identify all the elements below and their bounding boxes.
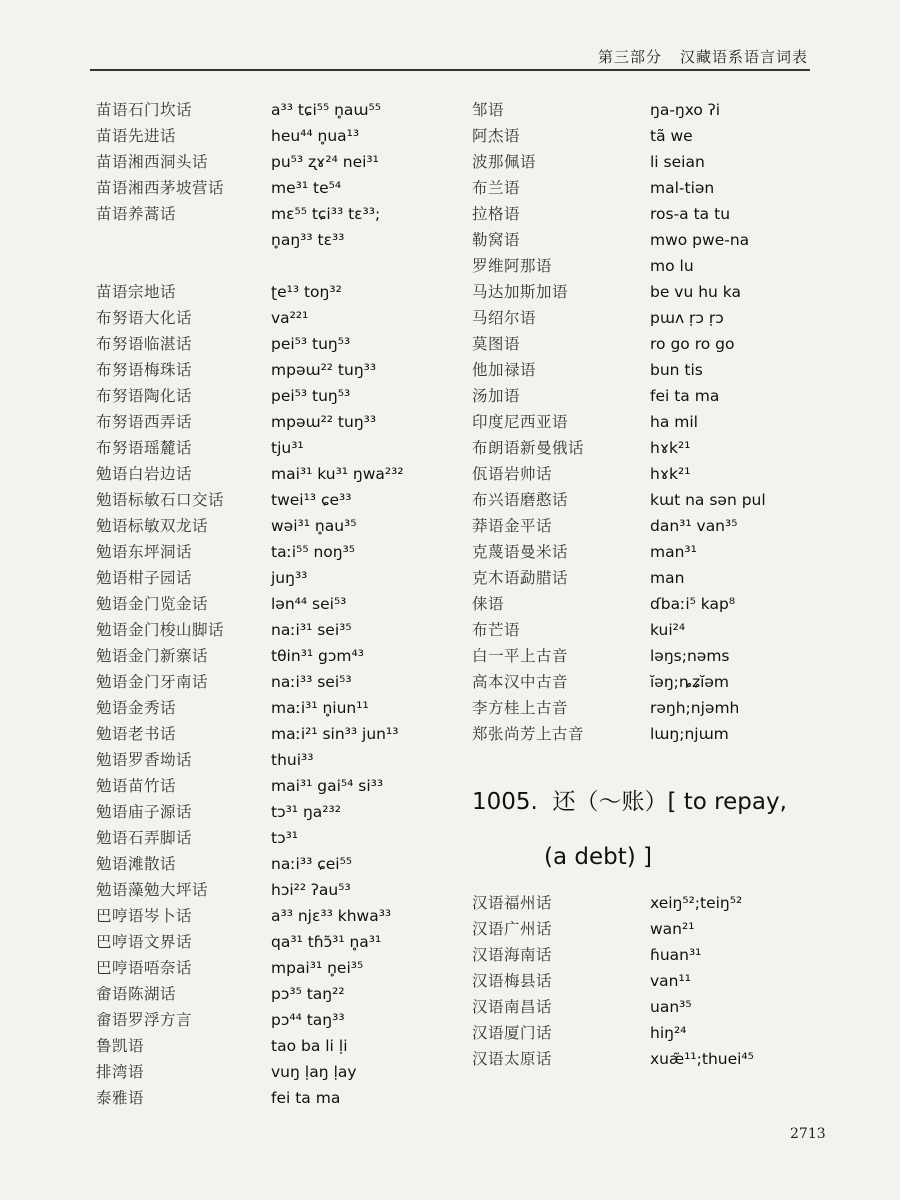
entry-row [96, 825, 466, 851]
entry-row [96, 513, 466, 539]
language-name: 勉语标敏石口交话 [96, 491, 225, 509]
entry-row [96, 97, 466, 123]
entry-row [472, 1020, 832, 1046]
language-name: 克木语勐腊话 [472, 569, 569, 587]
section-heading [472, 787, 832, 872]
word-form: lɯŋ;njɯm [650, 725, 729, 743]
word-form: kɯt na sən pul [650, 491, 766, 509]
word-form: ha mil [650, 413, 698, 431]
entry-row [96, 591, 466, 617]
language-name: 布努语瑶麓话 [96, 439, 193, 457]
language-name: 马绍尔语 [472, 309, 537, 327]
entry-row [96, 565, 466, 591]
word-form: a³³ njɛ³³ khwa³³ [271, 907, 392, 925]
word-form: ros-a ta tu [650, 205, 731, 223]
language-name: 巴哼语文界话 [96, 933, 193, 951]
language-name: 布兰语 [472, 179, 521, 197]
entry-row [472, 539, 832, 565]
word-form: fei ta ma [650, 387, 720, 405]
entry-row [96, 851, 466, 877]
word-form: man³¹ [650, 543, 697, 561]
language-name: 罗维阿那语 [472, 257, 553, 275]
entry-row [472, 227, 832, 253]
word-form: me³¹ te⁵⁴ [271, 179, 342, 197]
header-rule [90, 69, 810, 71]
entry-row [472, 149, 832, 175]
entry-row [472, 357, 832, 383]
language-name: 佤语岩帅话 [472, 465, 553, 483]
entry-row [96, 643, 466, 669]
language-name: 勉语金秀话 [96, 699, 177, 717]
entry-row [96, 123, 466, 149]
entry-row [96, 279, 466, 305]
entry-row [96, 1007, 466, 1033]
entry-row [96, 981, 466, 1007]
entry-row [472, 565, 832, 591]
word-form: rəŋh;njəmh [650, 699, 740, 717]
entry-row [96, 357, 466, 383]
word-form: maːi³¹ n̥iun¹¹ [271, 699, 369, 717]
language-name: 波那佩语 [472, 153, 537, 171]
language-name: 勒窝语 [472, 231, 521, 249]
language-name: 布努语陶化话 [96, 387, 193, 405]
word-form: a³³ tɕi⁵⁵ n̥aɯ⁵⁵ [271, 101, 381, 119]
word-form: naːi³¹ sei³⁵ [271, 621, 352, 639]
entry-row [96, 201, 466, 227]
language-name: 汉语福州话 [472, 894, 553, 912]
word-form: mwo pwe-na [650, 231, 750, 249]
word-form: tθin³¹ gɔm⁴³ [271, 647, 364, 665]
word-form: heu⁴⁴ n̥ua¹³ [271, 127, 360, 145]
entry-row [472, 968, 832, 994]
word-form: ro go ro go [650, 335, 735, 353]
language-name: 莽语金平话 [472, 517, 553, 535]
entry-row [472, 279, 832, 305]
word-form: naːi³³ sei⁵³ [271, 673, 352, 691]
word-form: va²²¹ [271, 309, 309, 327]
word-form: hɔi²² ʔau⁵³ [271, 881, 351, 899]
language-name: 排湾语 [96, 1063, 145, 1081]
word-form: ləŋs;nəms [650, 647, 730, 665]
entry-row [96, 799, 466, 825]
word-form: mpəɯ²² tuŋ³³ [271, 413, 377, 431]
entry-row [96, 487, 466, 513]
entry-row [472, 617, 832, 643]
language-name: 苗语宗地话 [96, 283, 177, 301]
language-name: 苗语湘西茅坡营话 [96, 179, 225, 197]
entry-row [96, 305, 466, 331]
word-form: ɦuan³¹ [650, 946, 702, 964]
entry-row [96, 149, 466, 175]
section-number: 1005. [472, 789, 538, 815]
language-name: 俫语 [472, 595, 505, 613]
running-header [598, 46, 808, 67]
language-name: 汉语太原话 [472, 1050, 553, 1068]
entry-row [96, 227, 466, 279]
entry-row [96, 617, 466, 643]
language-name [96, 227, 271, 279]
language-name: 邹语 [472, 101, 505, 119]
language-name: 布努语梅珠话 [96, 361, 193, 379]
entry-row [96, 955, 466, 981]
language-name: 鲁凯语 [96, 1037, 145, 1055]
entry-row [472, 942, 832, 968]
language-name: 汤加语 [472, 387, 521, 405]
entry-row [472, 1046, 832, 1072]
entry-row [472, 890, 832, 916]
language-name: 汉语梅县话 [472, 972, 553, 990]
language-name: 白一平上古音 [472, 647, 569, 665]
language-name: 勉语东坪洞话 [96, 543, 193, 561]
language-name: 汉语南昌话 [472, 998, 553, 1016]
word-form: pei⁵³ tuŋ⁵³ [271, 387, 351, 405]
language-name: 阿杰语 [472, 127, 521, 145]
entry-row [472, 253, 832, 279]
entry-row [96, 877, 466, 903]
entry-row [472, 409, 832, 435]
language-name: 李方桂上古音 [472, 699, 569, 717]
word-form: mai³¹ gai⁵⁴ si³³ [271, 777, 384, 795]
word-form: hɤk²¹ [650, 465, 691, 483]
entry-row [472, 97, 832, 123]
entry-row [96, 929, 466, 955]
word-form: be vu hu ka [650, 283, 742, 301]
language-name: 布努语临湛话 [96, 335, 193, 353]
left-column [96, 97, 466, 1111]
entry-row [96, 539, 466, 565]
word-form: tju³¹ [271, 439, 304, 457]
language-name: 布努语西弄话 [96, 413, 193, 431]
entry-row [96, 747, 466, 773]
entry-row [472, 175, 832, 201]
entry-row [472, 695, 832, 721]
language-name: 苗语湘西洞头话 [96, 153, 209, 171]
entry-row [96, 331, 466, 357]
language-name: 苗语石门坎话 [96, 101, 193, 119]
language-name: 勉语白岩边话 [96, 465, 193, 483]
language-name: 勉语金门牙南话 [96, 673, 209, 691]
word-form: fei ta ma [271, 1089, 341, 1107]
entry-row [472, 669, 832, 695]
word-form: pɔ⁴⁴ taŋ³³ [271, 1011, 345, 1029]
language-name: 勉语柑子园话 [96, 569, 193, 587]
language-name: 勉语罗香坳话 [96, 751, 193, 769]
word-form: taːi⁵⁵ noŋ³⁵ [271, 543, 356, 561]
language-name: 勉语老书话 [96, 725, 177, 743]
language-name: 勉语藻勉大坪话 [96, 881, 209, 899]
word-form: mo lu [650, 257, 694, 275]
entry-row [472, 383, 832, 409]
section-entries [472, 890, 832, 1072]
word-form: dan³¹ van³⁵ [650, 517, 738, 535]
word-form: ɗbaːi⁵ kap⁸ [650, 595, 736, 613]
word-form: kui²⁴ [650, 621, 686, 639]
entry-row [96, 1059, 466, 1085]
section-heading-line1: 还（～账）[ to repay, [552, 789, 787, 815]
language-name: 布努语大化话 [96, 309, 193, 327]
word-form: van¹¹ [650, 972, 691, 990]
word-form: wəi³¹ n̥au³⁵ [271, 517, 357, 535]
right-entries [472, 97, 832, 747]
entry-row [472, 201, 832, 227]
language-name: 布朗语新曼俄话 [472, 439, 585, 457]
entry-row [96, 773, 466, 799]
language-name: 马达加斯加语 [472, 283, 569, 301]
word-form: ʈe¹³ toŋ³² [271, 283, 342, 301]
word-form: mpai³¹ n̥ei³⁵ [271, 959, 364, 977]
word-form: naːi³³ ɕei⁵⁵ [271, 855, 352, 873]
word-form: maːi²¹ sin³³ jun¹³ [271, 725, 399, 743]
language-name: 他加禄语 [472, 361, 537, 379]
word-form: pɔ³⁵ taŋ²² [271, 985, 345, 1003]
language-name: 苗语养蒿话 [96, 205, 177, 223]
language-name: 苗语先进话 [96, 127, 177, 145]
word-form: juŋ³³ [271, 569, 308, 587]
language-name: 布兴语磨憨话 [472, 491, 569, 509]
entry-row [96, 1085, 466, 1111]
word-form: n̥aŋ³³ tɛ³³ [271, 231, 345, 249]
language-name: 汉语厦门话 [472, 1024, 553, 1042]
entry-row [96, 175, 466, 201]
word-form: mpəɯ²² tuŋ³³ [271, 361, 377, 379]
language-name: 汉语广州话 [472, 920, 553, 938]
header-part: 第三部分 [597, 48, 662, 66]
entry-row [96, 903, 466, 929]
entry-row [472, 123, 832, 149]
word-form: tã we [650, 127, 693, 145]
entry-row [472, 331, 832, 357]
language-name: 勉语石弄脚话 [96, 829, 193, 847]
entry-row [96, 461, 466, 487]
language-name: 印度尼西亚语 [472, 413, 569, 431]
entry-row [96, 669, 466, 695]
word-form: tao ba li ḷi [271, 1037, 348, 1055]
entry-row [472, 643, 832, 669]
word-form: thui³³ [271, 751, 314, 769]
entry-row [472, 487, 832, 513]
language-name: 莫图语 [472, 335, 521, 353]
language-name: 克蔑语曼米话 [472, 543, 569, 561]
word-form: tɔ³¹ [271, 829, 299, 847]
language-name: 勉语金门览金话 [96, 595, 209, 613]
word-form: ŋa-ŋxo ʔi [650, 101, 721, 119]
language-name: 勉语苗竹话 [96, 777, 177, 795]
word-form: tɔ³¹ ŋa²³² [271, 803, 341, 821]
word-form: bun tis [650, 361, 703, 379]
language-name: 勉语庙子源话 [96, 803, 193, 821]
entry-row [96, 721, 466, 747]
language-name: 畲语罗浮方言 [96, 1011, 193, 1029]
language-name: 郑张尚芳上古音 [472, 725, 585, 743]
word-form: lən⁴⁴ sei⁵³ [271, 595, 347, 613]
word-form: uan³⁵ [650, 998, 692, 1016]
entry-row [472, 591, 832, 617]
word-form: ĭəŋ;ȵʑĭəm [650, 673, 730, 691]
word-form: pu⁵³ ʐɤ²⁴ nei³¹ [271, 153, 379, 171]
language-name: 巴哼语唔奈话 [96, 959, 193, 977]
word-form: man [650, 569, 685, 587]
language-name: 勉语金门新寨话 [96, 647, 209, 665]
entry-row [472, 461, 832, 487]
entry-row [472, 994, 832, 1020]
word-form: vuŋ ḷaŋ ḷay [271, 1063, 357, 1081]
entry-row [472, 513, 832, 539]
language-name: 勉语标敏双龙话 [96, 517, 209, 535]
word-form: mal-tiən [650, 179, 715, 197]
entry-row [472, 916, 832, 942]
language-name: 拉格语 [472, 205, 521, 223]
entry-row [96, 383, 466, 409]
word-form: mai³¹ ku³¹ ŋwa²³² [271, 465, 404, 483]
language-name: 勉语滩散话 [96, 855, 177, 873]
entry-row [96, 695, 466, 721]
word-form: pei⁵³ tuŋ⁵³ [271, 335, 351, 353]
entry-row [472, 721, 832, 747]
word-form: hɤk²¹ [650, 439, 691, 457]
language-name: 泰雅语 [96, 1089, 145, 1107]
entry-row [96, 435, 466, 461]
right-column [472, 97, 832, 1072]
entry-row [96, 409, 466, 435]
word-form: wan²¹ [650, 920, 695, 938]
language-name: 巴哼语岑卜话 [96, 907, 193, 925]
word-form: hiŋ²⁴ [650, 1024, 687, 1042]
language-name: 布芒语 [472, 621, 521, 639]
header-title: 汉藏语系语言词表 [679, 48, 808, 66]
page-number: 2713 [790, 1126, 826, 1142]
language-name: 汉语海南话 [472, 946, 553, 964]
entry-row [96, 1033, 466, 1059]
entry-row [472, 305, 832, 331]
language-name: 高本汉中古音 [472, 673, 569, 691]
word-form: li seian [650, 153, 705, 171]
word-form: twei¹³ ɕe³³ [271, 491, 352, 509]
section-heading-line2: (a debt) ] [544, 844, 653, 870]
entry-row [472, 435, 832, 461]
language-name: 勉语金门梭山脚话 [96, 621, 225, 639]
word-form: mɛ⁵⁵ tɕi³³ tɛ³³; [271, 205, 381, 223]
language-name: 畲语陈湖话 [96, 985, 177, 1003]
word-form: qa³¹ tɦɔ̃³¹ n̥a³¹ [271, 933, 382, 951]
word-form: xeiŋ⁵²;teiŋ⁵² [650, 894, 743, 912]
word-form: xuæ̃¹¹;thuei⁴⁵ [650, 1050, 754, 1068]
word-form: pɯʌ ṛɔ ṛɔ [650, 309, 724, 327]
